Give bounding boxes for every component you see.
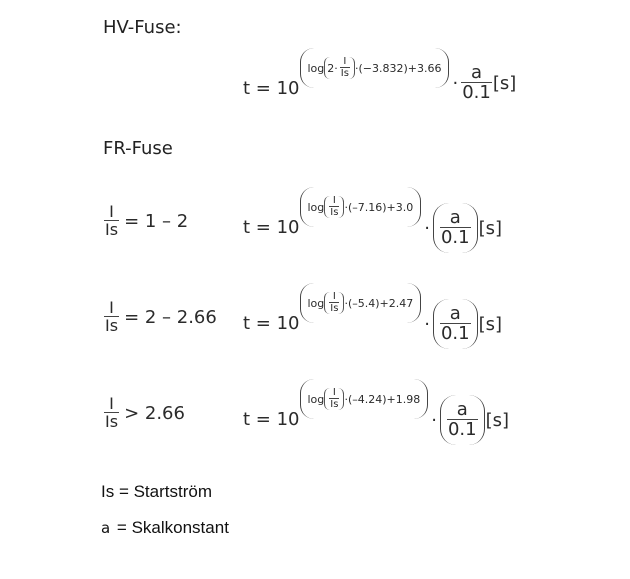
condition-row-1 (104, 204, 188, 238)
unit: [s] (485, 409, 510, 431)
hv-fuse-heading: HV-Fuse: (103, 17, 182, 38)
ratio-numerator: I (332, 387, 336, 398)
scale-denominator: 0.1 (447, 419, 477, 440)
exponent (300, 379, 429, 419)
log-label: log (307, 392, 325, 406)
scale-fraction (447, 401, 478, 439)
log-argument (324, 388, 344, 410)
unit: [s] (478, 217, 503, 239)
scale-term (421, 203, 502, 253)
current-ratio (329, 292, 339, 314)
current-ratio (329, 196, 339, 218)
scale-denominator: 0.1 (462, 82, 491, 103)
log-argument (324, 292, 344, 314)
condition-denominator: Is (105, 316, 119, 335)
condition-fraction (104, 204, 119, 238)
is-definition: Is = Startström (101, 482, 212, 501)
t-equals: t = 10 (243, 217, 300, 238)
scale-fraction (440, 209, 471, 247)
exponent (300, 187, 422, 227)
scale-numerator: a (456, 399, 468, 420)
log-label: log (307, 200, 325, 214)
log-label: log (307, 61, 325, 75)
condition-numerator: I (109, 202, 114, 221)
condition-denominator: Is (105, 412, 119, 431)
condition-row-3 (104, 396, 185, 430)
scale-numerator: a (470, 62, 483, 83)
unit: [s] (478, 313, 503, 335)
condition-range: = 1 – 2 (124, 210, 189, 232)
condition-numerator: I (109, 394, 114, 413)
scale-parentheses (440, 395, 485, 445)
scale-parentheses (433, 299, 478, 349)
ratio-numerator: I (332, 195, 336, 206)
ratio-denominator: Is (340, 68, 349, 79)
fr-fuse-heading: FR-Fuse (103, 138, 173, 159)
alpha-symbol: a (101, 519, 111, 537)
multiplier: 2· (327, 61, 338, 75)
condition-fraction (104, 396, 119, 430)
multiply-dot: · (424, 217, 430, 239)
exponent-coefficients: ·(–5.4)+2.47 (344, 296, 414, 310)
ratio-numerator: I (332, 291, 336, 302)
scale-fraction (440, 305, 471, 343)
exponent-coefficients: ·(–4.24)+1.98 (344, 392, 421, 406)
condition-range: > 2.66 (124, 402, 185, 424)
t-equals: t = 10 (243, 409, 300, 430)
fr-fuse-formula-2 (243, 283, 502, 349)
hv-fuse-formula (243, 48, 516, 102)
ratio-numerator: I (343, 56, 347, 67)
log-argument (324, 57, 355, 79)
scale-fraction (461, 64, 492, 102)
scale-term (449, 64, 516, 102)
condition-row-2 (104, 300, 217, 334)
ratio-denominator: Is (330, 303, 339, 314)
fr-fuse-formula-3 (243, 379, 509, 445)
scale-denominator: 0.1 (440, 323, 470, 344)
exponent-coefficients: ·(−3.832)+3.66 (354, 61, 442, 75)
multiply-dot: · (452, 72, 459, 94)
condition-fraction (104, 300, 119, 334)
scale-numerator: a (449, 303, 461, 324)
log-label: log (307, 296, 325, 310)
alpha-definition (101, 518, 229, 538)
fr-fuse-formula-1 (243, 187, 502, 253)
condition-range: = 2 – 2.66 (124, 306, 217, 328)
ratio-denominator: Is (330, 399, 339, 410)
current-ratio (329, 388, 339, 410)
condition-numerator: I (109, 298, 114, 317)
t-equals: t = 10 (243, 313, 300, 334)
scale-term (421, 299, 502, 349)
scale-term (428, 395, 509, 445)
exponent-coefficients: ·(–7.16)+3.0 (344, 200, 414, 214)
log-argument (324, 196, 344, 218)
condition-denominator: Is (105, 220, 119, 239)
multiply-dot: · (431, 409, 437, 431)
multiply-dot: · (424, 313, 430, 335)
scale-parentheses (433, 203, 478, 253)
exponent (300, 283, 422, 323)
exponent (300, 48, 450, 88)
ratio-denominator: Is (330, 207, 339, 218)
current-ratio (340, 57, 350, 79)
t-equals: t = 10 (243, 78, 300, 99)
unit: [s] (492, 72, 517, 94)
alpha-definition-text: = Skalkonstant (112, 518, 229, 537)
scale-numerator: a (449, 207, 461, 228)
scale-denominator: 0.1 (440, 227, 470, 248)
